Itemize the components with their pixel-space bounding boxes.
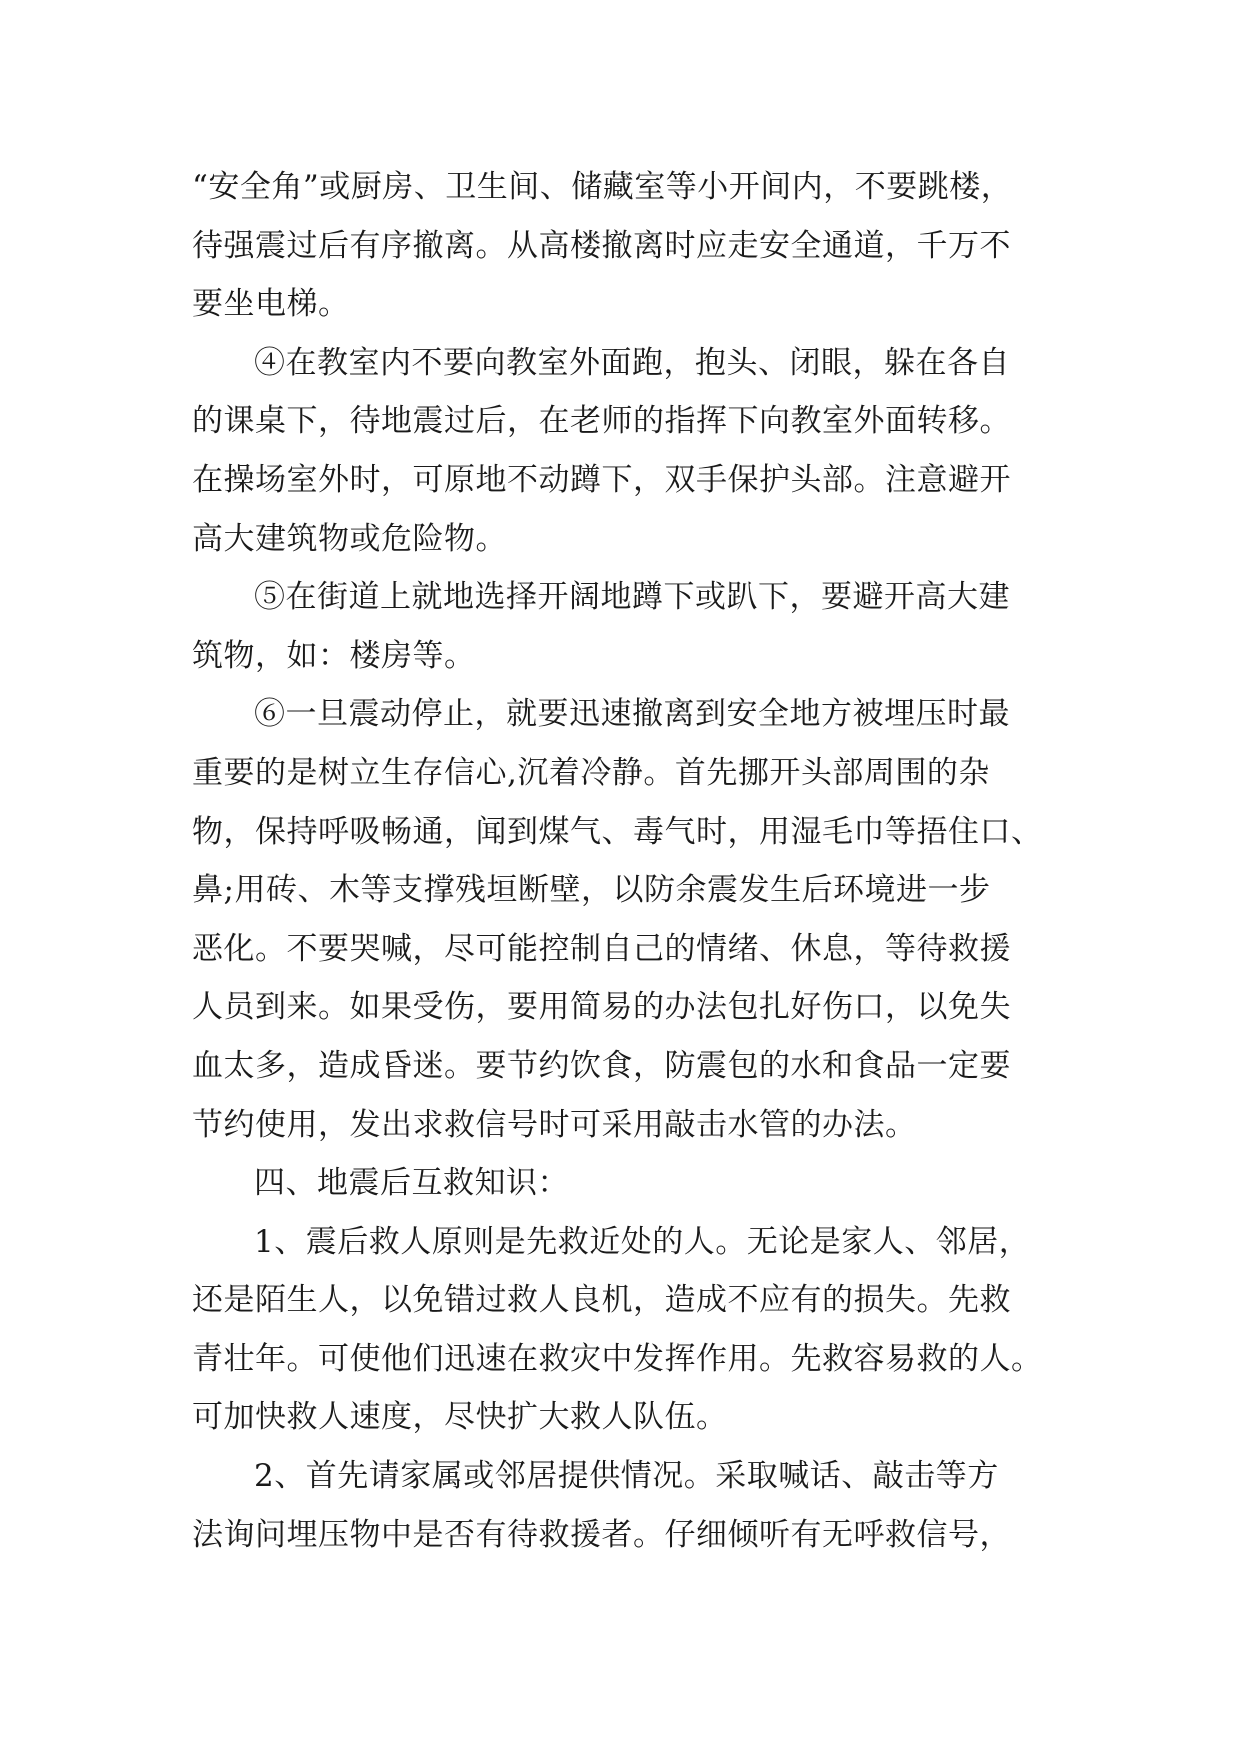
text-line: ④在教室内不要向教室外面跑，抱头、闭眼，躲在各自 [254,344,1010,381]
text-line: 血太多，造成昏迷。要节约饮食，防震包的水和食品一定要 [192,1047,1011,1084]
text-line: 待强震过后有序撤离。从高楼撤离时应走安全通道，千万不 [192,227,1011,264]
text-line: 重要的是树立生存信心,沉着冷静。首先挪开头部周围的杂 [192,754,990,791]
text-line: 1、震后救人原则是先救近处的人。无论是家人、邻居， [254,1223,1031,1260]
document-body [192,158,1072,1564]
text-line: 要坐电梯。 [192,286,350,323]
text-line: 高大建筑物或危险物。 [192,520,507,557]
text-line: 还是陌生人，以免错过救人良机，造成不应有的损失。先救 [192,1282,1011,1319]
text-line: 节约使用，发出求救信号时可采用敲击水管的办法。 [192,1106,917,1143]
paragraph-trapped [192,685,1072,1154]
text-line: “安全角”或厨房、卫生间、储藏室等小开间内，不要跳楼， [192,169,1013,205]
paragraph-safe-corner [192,158,1072,334]
text-line: ⑤在街道上就地选择开阔地蹲下或趴下，要避开高大建 [254,579,1010,616]
section-heading-mutual-rescue [192,1154,1072,1213]
paragraph-classroom [192,334,1072,568]
text-line: ⑥一旦震动停止，就要迅速撤离到安全地方被埋压时最 [254,696,1010,733]
heading-line: 四、地震后互救知识： [254,1165,569,1202]
text-line: 在操场室外时，可原地不动蹲下，双手保护头部。注意避开 [192,461,1011,498]
paragraph-street [192,568,1072,685]
text-line: 筑物，如：楼房等。 [192,637,476,674]
text-line: 鼻;用砖、木等支撑残垣断壁，以防余震发生后环境进一步 [192,872,991,909]
paragraph-rescue-principle [192,1213,1072,1447]
text-line: 人员到来。如果受伤，要用简易的办法包扎好伤口，以免失 [192,989,1011,1026]
paragraph-ask-family [192,1447,1072,1564]
text-line: 的课桌下，待地震过后，在老师的指挥下向教室外面转移。 [192,403,1011,440]
text-line: 可加快救人速度，尽快扩大救人队伍。 [192,1399,728,1436]
text-line: 恶化。不要哭喊，尽可能控制自己的情绪、休息，等待救援 [192,930,1011,967]
text-line: 物，保持呼吸畅通，闻到煤气、毒气时，用湿毛巾等捂住口、 [192,813,1043,850]
text-line: 法询问埋压物中是否有待救援者。仔细倾听有无呼救信号， [192,1516,1011,1553]
text-line: 青壮年。可使他们迅速在救灾中发挥作用。先救容易救的人。 [192,1340,1043,1377]
text-line: 2、首先请家属或邻居提供情况。采取喊话、敲击等方 [254,1458,999,1495]
